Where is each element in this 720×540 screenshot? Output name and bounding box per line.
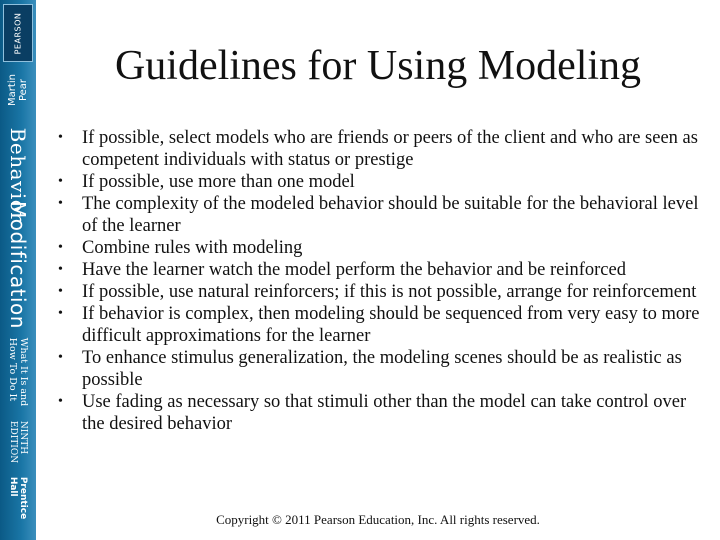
bullet-icon: • xyxy=(58,262,63,277)
bullet-text: The complexity of the modeled behavior should be suitable for the behavioral level of the learner xyxy=(82,194,699,236)
book-edition-line: NINTH xyxy=(18,420,28,455)
publisher-logo-text: PEARSON xyxy=(13,12,23,54)
bullet-item xyxy=(56,347,711,391)
bullet-list xyxy=(56,127,711,435)
bullet-item xyxy=(56,237,711,259)
bullet-item xyxy=(56,193,711,237)
bullet-icon: • xyxy=(58,306,63,321)
bullet-icon: • xyxy=(58,174,63,189)
bullet-item xyxy=(56,391,711,435)
bullet-text: Have the learner watch the model perform the behavior and be reinforced xyxy=(82,260,626,280)
book-title-word2: Modification xyxy=(6,201,30,329)
book-subtitle xyxy=(7,338,29,407)
book-edition xyxy=(8,421,28,463)
book-subtitle-line: What It Is and xyxy=(18,337,29,407)
bullet-text: If possible, use natural reinforcers; if this is not possible, arrange for reinforcement xyxy=(82,282,697,302)
author-line: Martin xyxy=(7,74,18,106)
bullet-icon: • xyxy=(58,394,63,409)
book-cover-sidebar xyxy=(0,0,36,540)
bullet-text: If behavior is complex, then modeling should be sequenced from very easy to more difficult approximations for the learner xyxy=(82,304,700,346)
bullet-item xyxy=(56,281,711,303)
bullet-text: If possible, select models who are friends or peers of the client and who are seen as competent individuals with status or prestige xyxy=(82,128,698,170)
bullet-item xyxy=(56,171,711,193)
bullet-text: Combine rules with modeling xyxy=(82,238,303,258)
bullet-icon: • xyxy=(58,130,63,145)
author-line: Pear xyxy=(18,78,29,102)
bullet-icon: • xyxy=(58,284,63,299)
bullet-text: Use fading as necessary so that stimuli other than the model can take control over the desired behavior xyxy=(82,392,687,434)
bullet-text: To enhance stimulus generalization, the modeling scenes should be as realistic as possible xyxy=(82,348,682,390)
book-authors xyxy=(7,74,29,106)
book-title-word1: Behavior xyxy=(6,127,30,223)
bullet-text: If possible, use more than one model xyxy=(82,172,355,192)
slide-title: Guidelines for Using Modeling xyxy=(114,43,642,89)
publisher-logo xyxy=(3,4,33,62)
bullet-item xyxy=(56,127,711,171)
book-publisher-line: Hall xyxy=(8,476,18,497)
bullet-icon: • xyxy=(58,240,63,255)
book-edition-line: EDITION xyxy=(8,420,18,464)
book-publisher xyxy=(8,477,28,519)
book-subtitle-line: How To Do It xyxy=(7,337,18,402)
copyright-footer: Copyright © 2011 Pearson Education, Inc. All rights reserved. xyxy=(216,512,540,527)
bullet-icon: • xyxy=(58,350,63,365)
book-publisher-line: Prentice xyxy=(18,476,28,520)
bullet-item xyxy=(56,303,711,347)
bullet-icon: • xyxy=(58,196,63,211)
bullet-item xyxy=(56,259,711,281)
